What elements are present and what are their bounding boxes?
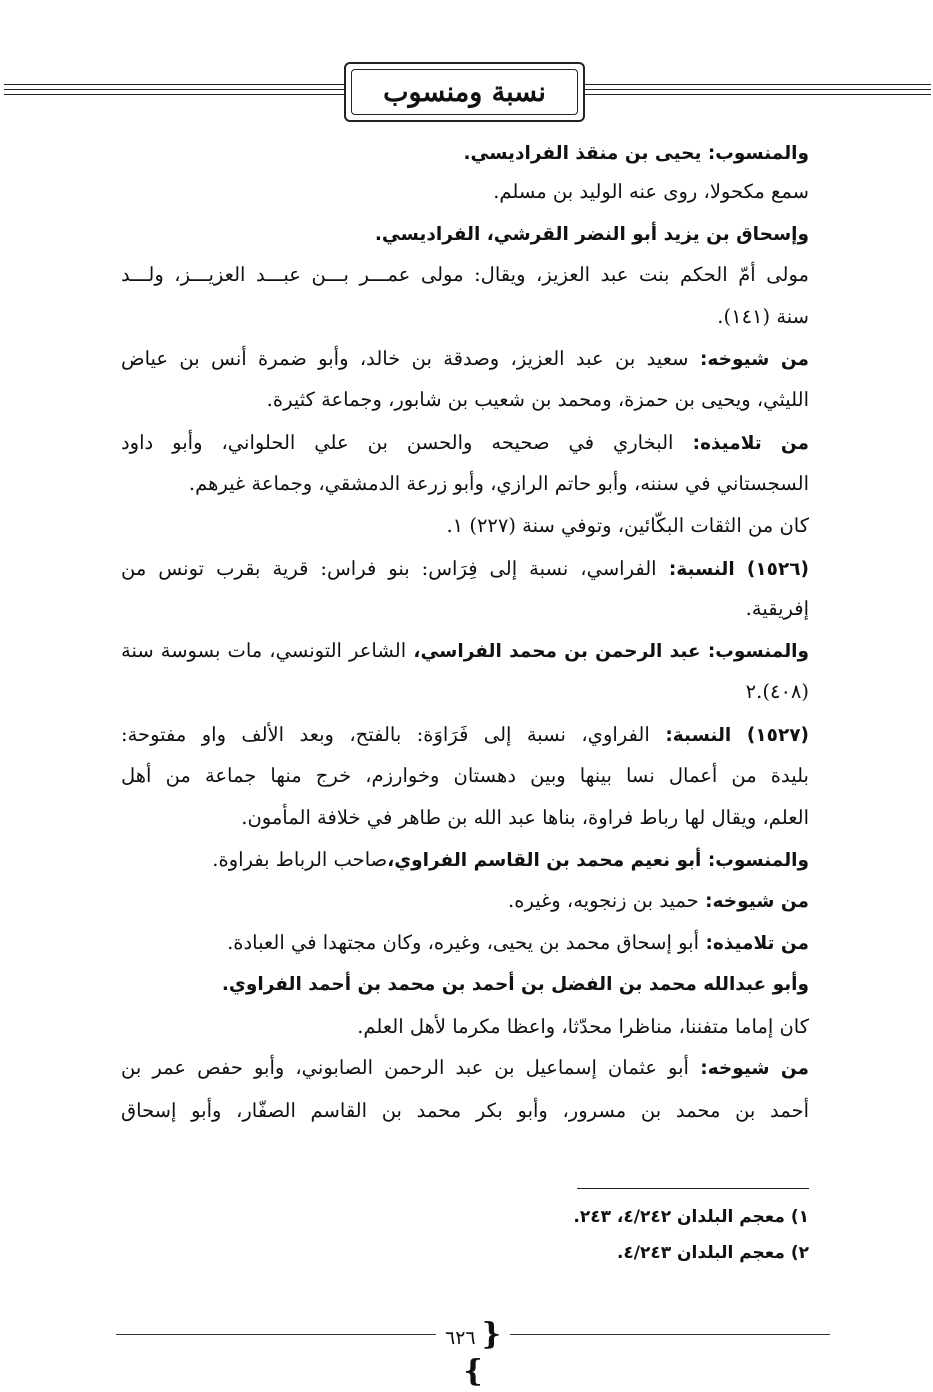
text-line: [121, 339, 809, 379]
text-line: [121, 964, 809, 1004]
text-line: [121, 798, 809, 838]
text-run: (٤٠٨).٢: [745, 680, 809, 703]
bold-term: والمنسوب: عبد الرحمن بن محمد الفراسي،: [406, 641, 809, 662]
text-run: أحمد بن محمد بن مسرور، وأبو بكر محمد بن القاسم الصفّار، وأبو إسحاق: [121, 1099, 809, 1122]
text-run: الليثي، ويحيى بن حمزة، ومحمد بن شعيب بن شابور، وجماعة كثيرة.: [266, 388, 809, 411]
text-run: مولى أمّ الحكم بنت عبد العزيز، ويقال: مولى عمـــر بـــن عبـــد العزيـــز، ولـــد: [121, 263, 809, 286]
text-run: السجستاني في سننه، وأبو حاتم الرازي، وأبو زرعة الدمشقي، وجماعة غيرهم.: [188, 472, 809, 495]
bold-term: من شيوخه:: [688, 1058, 809, 1079]
text-run: بليدة من أعمال نسا بينها وبين دهستان وخوارزم، خرج منها جماعة من أهل: [121, 764, 809, 787]
text-line: [121, 549, 809, 589]
text-run: أبو إسحاق محمد بن يحيى، وغيره، وكان مجتهدا في العبادة.: [227, 931, 699, 954]
bold-term: وأبو عبدالله محمد بن الفضل بن أحمد بن محمد بن أحمد الفراوي.: [221, 974, 809, 995]
text-line: [121, 133, 809, 173]
text-line: [121, 923, 809, 963]
page-header: [0, 58, 933, 128]
header-rule: [585, 89, 931, 90]
text-line: [121, 464, 809, 504]
text-line: [121, 1048, 809, 1088]
header-rule: [585, 94, 931, 95]
bold-term: والمنسوب: يحيى بن منقذ الفراديسي.: [463, 143, 809, 164]
text-line: [121, 380, 809, 420]
text-line: [121, 255, 809, 295]
brace-icon: {: [481, 1317, 501, 1352]
text-line: [121, 172, 809, 212]
bold-term: (١٥٢٦) النسبة:: [656, 559, 809, 580]
text-run: الشاعر التونسي، مات بسوسة سنة: [121, 639, 407, 662]
brace-icon: }: [463, 1354, 483, 1389]
page-number: [436, 1318, 510, 1392]
text-line: [121, 672, 809, 712]
text-run: كان إماما متفننا، مناظرا محدّثا، واعظا مكرما لأهل العلم.: [357, 1015, 809, 1038]
text-run: الفراسي، نسبة إلى فِرَاس: بنو فراس: قرية بقرب تونس من: [121, 557, 657, 580]
text-run: البخاري في صحيحه والحسن بن علي الحلواني، وأبو داود: [121, 431, 674, 454]
text-line: [121, 214, 809, 254]
title-frame: [344, 62, 585, 122]
text-run: حميد بن زنجويه، وغيره.: [508, 889, 699, 912]
bold-term: من شيوخه:: [688, 349, 809, 370]
text-line: [121, 423, 809, 463]
text-run: الفراوي، نسبة إلى فَرَاوَة: بالفتح، وبعد الألف واو مفتوحة:: [121, 723, 650, 746]
text-line: [121, 631, 809, 671]
text-run: سنة (١٤١).: [717, 305, 809, 328]
text-line: [121, 1007, 809, 1047]
bold-term: من شيوخه:: [698, 891, 809, 912]
bold-term: (١٥٢٧) النسبة:: [649, 725, 809, 746]
bold-term: وإسحاق بن يزيد أبو النضر القرشي، الفراديسي.: [374, 224, 809, 245]
header-rule: [4, 94, 344, 95]
text-run: صاحب الرباط بفراوة.: [212, 848, 388, 871]
text-line: [121, 881, 809, 921]
text-line: [121, 297, 809, 337]
text-line: [121, 840, 809, 880]
text-line: [121, 1091, 809, 1131]
footer-rule: [510, 1334, 830, 1335]
page-title: نسبة ومنسوب: [351, 69, 578, 115]
header-rule: [4, 84, 344, 85]
footer-rule: [116, 1334, 436, 1335]
text-line: [121, 715, 809, 755]
bold-term: والمنسوب: أبو نعيم محمد بن القاسم الفراوي،: [387, 850, 809, 871]
page-number-text: ٦٢٦: [445, 1327, 476, 1349]
text-run: كان من الثقات البكّائين، وتوفي سنة (٢٢٧) ١.: [446, 514, 809, 537]
text-line: [121, 589, 809, 629]
text-run: إفريقية.: [745, 597, 809, 620]
text-line: [121, 756, 809, 796]
text-run: سمع مكحولا، روى عنه الوليد بن مسلم.: [493, 180, 809, 203]
footnote-1: ١) معجم البلدان ٤/٢٤٢، ٢٤٣.: [573, 1207, 809, 1227]
footnote-rule: [577, 1188, 809, 1189]
header-rule: [4, 89, 344, 90]
text-line: [121, 506, 809, 546]
bold-term: من تلاميذه:: [699, 933, 809, 954]
footnote-2: ٢) معجم البلدان ٤/٢٤٣.: [616, 1243, 809, 1263]
text-run: سعيد بن عبد العزيز، وصدقة بن خالد، وأبو ضمرة أنس بن عياض: [121, 347, 689, 370]
bold-term: من تلاميذه:: [673, 433, 809, 454]
page-footer: [0, 1317, 933, 1389]
text-run: العلم، ويقال لها رباط فراوة، بناها عبد الله بن طاهر في خلافة المأمون.: [241, 806, 809, 829]
header-rule: [585, 84, 931, 85]
text-run: أبو عثمان إسماعيل بن عبد الرحمن الصابوني، وأبو حفص عمر بن: [121, 1056, 689, 1079]
